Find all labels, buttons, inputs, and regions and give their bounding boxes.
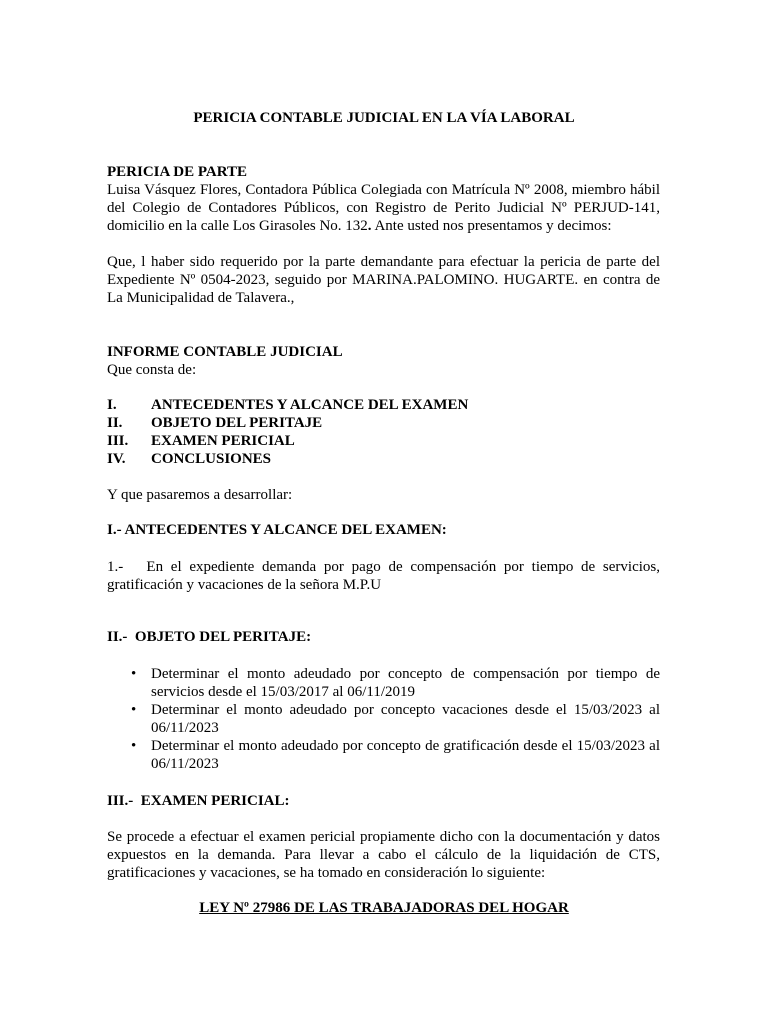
toc-item bbox=[107, 396, 660, 414]
bullet-icon: • bbox=[131, 666, 137, 682]
list-item bbox=[129, 665, 660, 701]
toc-number: IV. bbox=[107, 451, 126, 467]
section1-heading: I.- ANTECEDENTES Y ALCANCE DEL EXAMEN: bbox=[107, 522, 447, 538]
intro-paragraph bbox=[107, 181, 660, 235]
intro-paragraph-text-end: Ante usted nos presentamos y decimos: bbox=[371, 218, 612, 234]
law-title: LEY Nº 27986 DE LAS TRABAJADORAS DEL HOGAR bbox=[199, 900, 569, 916]
bullet-icon: • bbox=[131, 702, 137, 718]
bullet-icon: • bbox=[131, 738, 137, 754]
toc-item bbox=[107, 432, 660, 450]
toc-text: OBJETO DEL PERITAJE bbox=[151, 415, 323, 431]
list-item-text: Determinar el monto adeudado por concepto de compensación por tiempo de servicios desde el 15/03/2017 al 06/11/2019 bbox=[151, 666, 660, 700]
informe-heading: INFORME CONTABLE JUDICIAL bbox=[107, 344, 343, 360]
table-of-contents bbox=[107, 396, 660, 468]
objetivos-list bbox=[129, 665, 660, 773]
toc-number: II. bbox=[107, 415, 123, 431]
toc-number: I. bbox=[107, 397, 117, 413]
request-paragraph: Que, l haber sido requerido por la parte demandante para efectuar la pericia de parte del Expediente Nº 0504-2023, seguido por MARINA.PALOMINO. HUGARTE. en contra de La Municipalidad de Talavera., bbox=[107, 254, 660, 306]
toc-item bbox=[107, 450, 660, 468]
document-title: PERICIA CONTABLE JUDICIAL EN LA VÍA LABORAL bbox=[193, 110, 575, 126]
intro-paragraph-period: . bbox=[367, 218, 372, 234]
toc-text: CONCLUSIONES bbox=[151, 451, 272, 467]
section3-paragraph: Se procede a efectuar el examen pericial propiamente dicho con la documentación y datos expuestos en la demanda. Para llevar a cabo el cálculo de la liquidación de CTS, gratificaciones y vacaciones, se ha tomado en consideración lo siguiente: bbox=[107, 829, 660, 881]
develop-line: Y que pasaremos a desarrollar: bbox=[107, 487, 293, 503]
intro-paragraph-text: Luisa Vásquez Flores, Contadora Pública Colegiada con Matrícula Nº 2008, miembro hábil del Colegio de Contadores Públicos, con Registro de Perito Judicial Nº PERJUD-141, domicilio en la calle Los Girasoles No. 132 bbox=[107, 182, 660, 234]
pericia-heading: PERICIA DE PARTE bbox=[107, 164, 248, 180]
list-item-text: Determinar el monto adeudado por concepto vacaciones desde el 15/03/2023 al 06/11/2023 bbox=[151, 702, 660, 736]
informe-subtitle: Que consta de: bbox=[107, 362, 197, 378]
list-item bbox=[129, 737, 660, 773]
list-item bbox=[129, 701, 660, 737]
list-item-text: Determinar el monto adeudado por concepto de gratificación desde el 15/03/2023 al 06/11/2023 bbox=[151, 738, 660, 772]
section2-heading: II.- OBJETO DEL PERITAJE: bbox=[107, 629, 312, 645]
toc-text: ANTECEDENTES Y ALCANCE DEL EXAMEN bbox=[151, 397, 469, 413]
toc-number: III. bbox=[107, 433, 129, 449]
toc-item bbox=[107, 414, 660, 432]
section1-paragraph: 1.- En el expediente demanda por pago de compensación por tiempo de servicios, gratificación y vacaciones de la señora M.P.U bbox=[107, 559, 664, 593]
toc-text: EXAMEN PERICIAL bbox=[151, 433, 295, 449]
section3-heading: III.- EXAMEN PERICIAL: bbox=[107, 793, 290, 809]
